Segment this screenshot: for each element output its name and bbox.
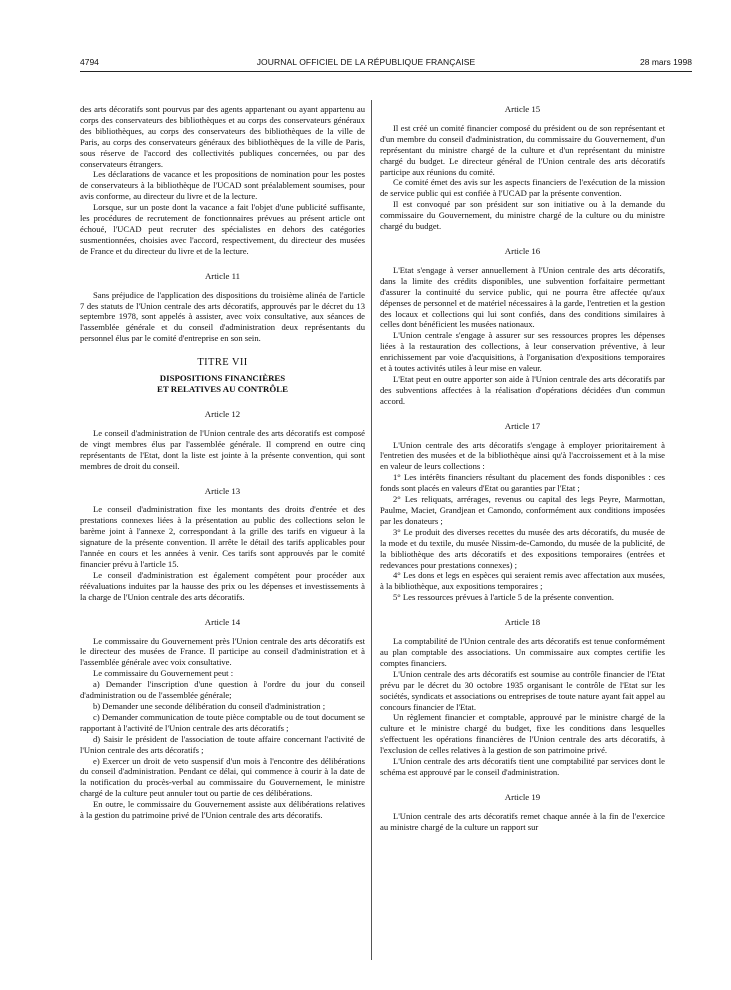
subtitle-line: DISPOSITIONS FINANCIÈRES (159, 373, 286, 384)
paragraph: Le commissaire du Gouvernement peut : (93, 668, 234, 679)
article-heading: Article 16 (504, 245, 541, 256)
article-heading: Article 18 (504, 617, 541, 628)
article-heading: Article 19 (504, 791, 541, 802)
left-column (80, 104, 365, 821)
titre-subtitle (80, 373, 365, 395)
paragraph: L'Etat s'engage à verser annuellement à l'Union centrale des arts décoratifs, dans la limite des crédits disponibles, une subvention forfaitaire permettant d'assurer la continuité du service public, qui ne pourra être affectée qu'aux dépenses de personnel et de matériel nécessaires à la garde, l'entretien et la gestion des locaux et collections qui lui sont confiés, dans des conditions similaires à celles dont bénéficient les musées nationaux. (380, 264, 665, 330)
paragraph: Les déclarations de vacance et les propositions de nomination pour les postes de conservateurs à la bibliothèque de l'UCAD sont préalablement soumises, pour avis conforme, au directeur du livre et de la lecture. (80, 169, 365, 202)
paragraph: Ce comité émet des avis sur les aspects financiers de l'exécution de la mission de service public qui est confiée à l'UCAD par la présente convention. (380, 177, 665, 199)
column-divider (371, 100, 372, 960)
list-item: e) Exercer un droit de veto suspensif d'un mois à l'encontre des délibérations du conseil d'administration. Pendant ce délai, qui commence à courir à la date de la notification du procès-verbal au commissaire du Gouvernement, le ministre chargé de la culture peut annuler tout ou partie de ces délibérations. (80, 755, 365, 799)
paragraph: L'Union centrale s'engage à assurer sur ses ressources propres les dépenses liées à la restauration des collections, à leur conservation préventive, à leur enrichissement par voie d'acquisitions, à l'organisation d'expositions temporaires et à toutes activités utiles à leur mise en valeur. (380, 330, 665, 374)
page-number: 4794 (80, 57, 99, 67)
article-heading: Article 17 (504, 420, 541, 431)
list-item: c) Demander communication de toute pièce comptable ou de tout document se rapportant à l'activité de l'Union centrale des arts décoratifs ; (80, 711, 365, 733)
article-heading: Article 15 (504, 104, 541, 114)
list-item: 2° Les reliquats, arrérages, revenus ou capital des legs Peyre, Marmottan, Paulme, Maciet, Grandjean et Camondo, conformément aux conditions imposées par les donateurs ; (380, 494, 665, 526)
article-heading: Article 11 (204, 270, 241, 281)
paragraph: Le commissaire du Gouvernement près l'Union centrale des arts décoratifs est le directeur des musées de France. Il participe au conseil d'administration et à l'assemblée générale avec voix consultative. (80, 635, 365, 668)
paragraph: Il est convoqué par son président sur son initiative ou à la demande du commissaire du Gouvernement, du ministre chargé de la culture ou du ministre chargé du budget. (380, 199, 665, 232)
paragraph: La comptabilité de l'Union centrale des arts décoratifs est tenue conformément au plan comptable des associations. Un commissaire aux comptes certifie les comptes financiers. (380, 636, 665, 668)
paragraph: L'Union centrale des arts décoratifs s'engage à employer prioritairement à l'entretien des musées et de la bibliothèque ainsi qu'à l'accroissement et à la mise en valeur de leurs collections : (380, 439, 665, 472)
paragraph: L'Union centrale des arts décoratifs est soumise au contrôle financier de l'Etat prévu par le décret du 30 octobre 1935 organisant le contrôle de l'Etat sur les sociétés, syndicats et associations ou entreprises de toute nature ayant fait appel au concours financier de l'Etat. (380, 668, 665, 712)
journal-title: JOURNAL OFFICIEL DE LA RÉPUBLIQUE FRANÇAISE (256, 57, 476, 67)
paragraph: Il est créé un comité financier composé du président ou de son représentant et d'un membre du conseil d'administration, du commissaire du Gouvernement, d'un représentant du ministre chargé de la culture et d'un représentant du ministre chargé du budget. Le directeur général de l'Union centrale des arts décoratifs participe aux réunions du comité. (380, 122, 665, 177)
list-item: 3° Le produit des diverses recettes du musée des arts décoratifs, du musée de la mode et du textile, du musée Nissim-de-Camondo, du musée de la publicité, de la bibliothèque des arts décoratifs et des expositions temporaires (entrées et redevances pour prestations connexes) ; (380, 526, 665, 570)
article-heading: Article 14 (204, 616, 241, 627)
list-item: a) Demander l'inscription d'une question à l'ordre du jour du conseil d'administration ou de l'assemblée générale; (80, 679, 365, 701)
list-item: 1° Les intérêts financiers résultant du placement des fonds disponibles : ces fonds sont placés en valeurs d'Etat ou garanties par l'Etat ; (380, 472, 665, 494)
paragraph: L'Etat peut en outre apporter son aide à l'Union centrale des arts décoratifs par des subventions affectées à la réalisation d'opérations décidées d'un commun accord. (380, 373, 665, 406)
paragraph: Un règlement financier et comptable, approuvé par le ministre chargé de la culture et le ministre chargé du budget, fixe les conditions dans lesquelles s'effectuent les opérations financières de l'Union centrale des arts décoratifs, à l'exclusion de celles relatives à la gestion de son patrimoine privé. (380, 712, 665, 756)
paragraph: Le conseil d'administration est également compétent pour procéder aux réévaluations induites par la hausse des prix ou les dépenses et investissements à la charge de l'Union centrale des arts décoratifs. (80, 569, 365, 602)
article-heading: Article 12 (204, 409, 241, 420)
paragraph: L'Union centrale des arts décoratifs remet chaque année à la fin de l'exercice au ministre chargé de la culture un rapport sur (380, 810, 665, 832)
list-item: d) Saisir le président de l'association de toute affaire concernant l'activité de l'Union centrale des arts décoratifs ; (80, 733, 365, 755)
header-rule (80, 71, 692, 72)
list-item: b) Demander une seconde délibération du conseil d'administration ; (93, 700, 326, 711)
paragraph: Lorsque, sur un poste dont la vacance a fait l'objet d'une publicité suffisante, les procédures de recrutement de fonctionnaires prévues au présent article ont échoué, l'UCAD peut recruter des spécialistes en dehors des catégories susmentionnées, choisies avec l'accord, respectivement, du directeur des musées de France et du directeur du livre et de la lecture. (80, 202, 365, 256)
right-column (380, 104, 665, 833)
article-heading: Article 13 (204, 485, 241, 496)
paragraph: Le conseil d'administration fixe les montants des droits d'entrée et des prestations connexes liées à la présentation au public des collections selon le barème joint à l'annexe 2, correspondant à la grille des tarifs en vigueur à la signature de la présente convention. Il arrête le détail des tarifs applicables pour l'année en cours et les années à venir. Ces tarifs sont approuvés par le comité financier prévu à l'article 15. (80, 504, 365, 569)
list-item: 4° Les dons et legs en espèces qui seraient remis avec affectation aux musées, à la bibliothèque, aux expositions temporaires ; (380, 570, 665, 592)
paragraph: Sans préjudice de l'application des dispositions du troisième alinéa de l'article 7 des statuts de l'Union centrale des arts décoratifs, approuvés par le décret du 13 septembre 1978, sont appelés à assister, avec voix consultative, aux séances de l'assemblée générale et du conseil d'administration deux représentants du personnel élus par le comité d'entreprise en son sein. (80, 289, 365, 344)
paragraph: Le conseil d'administration de l'Union centrale des arts décoratifs est composé de vingt membres élus par l'assemblée générale. Il comprend en outre cinq représentants de l'Etat, dont la liste est jointe à la présente convention, qui sont membres de droit du conseil. (80, 427, 365, 471)
list-item: 5° Les ressources prévues à l'article 5 de la présente convention. (393, 592, 614, 603)
titre-heading: TITRE VII (197, 357, 248, 369)
paragraph: L'Union centrale des arts décoratifs tient une comptabilité par services dont le schéma est approuvé par le conseil d'administration. (380, 756, 665, 777)
issue-date: 28 mars 1998 (640, 57, 692, 67)
page-header (40, 57, 692, 71)
paragraph: des arts décoratifs sont pourvus par des agents appartenant ou ayant appartenu au corps des conservateurs des bibliothèques et au corps des conservateurs généraux des bibliothèques, au corps des conservateurs des bibliothèques de la ville de Paris, au corps des conservateurs généraux des bibliothèques de la ville de Paris, sous réserve de l'accord des collectivités publiques concernées, ou par des conservateurs étrangers. (80, 104, 365, 169)
paragraph: En outre, le commissaire du Gouvernement assiste aux délibérations relatives à la gestion du patrimoine privé de l'Union centrale des arts décoratifs. (80, 799, 365, 821)
subtitle-line: ET RELATIVES AU CONTRÔLE (157, 384, 288, 395)
